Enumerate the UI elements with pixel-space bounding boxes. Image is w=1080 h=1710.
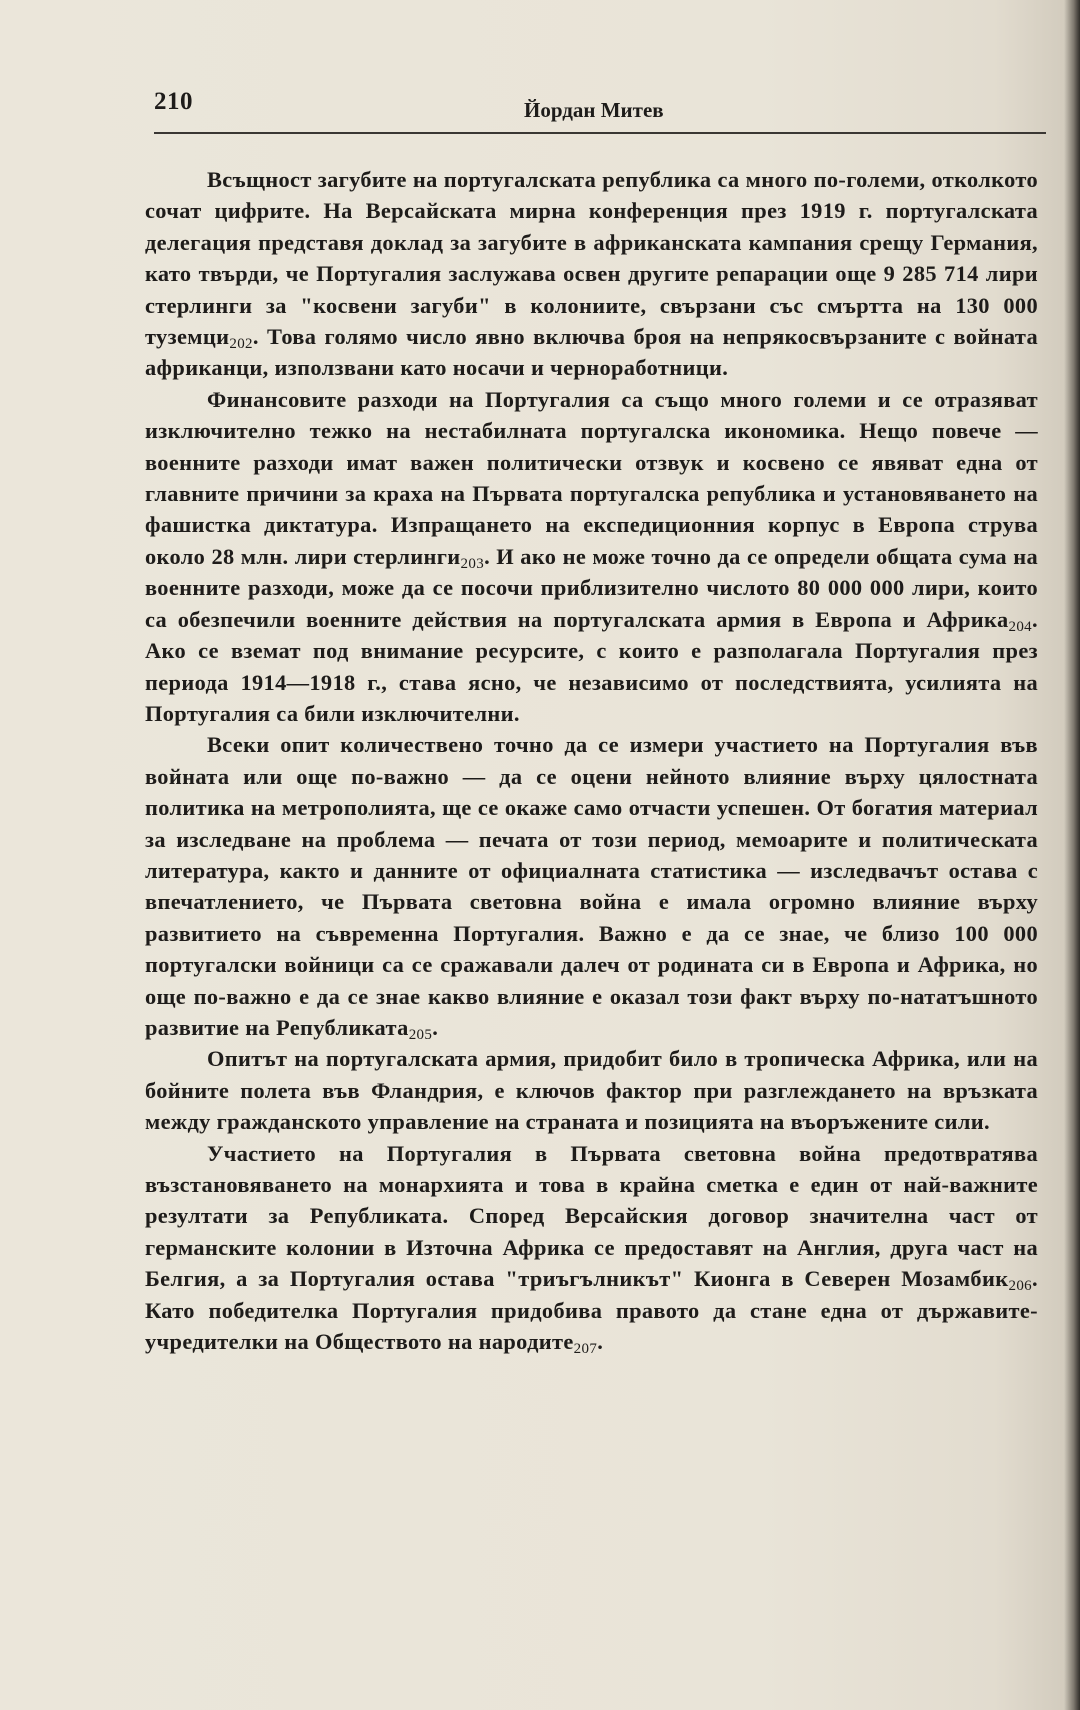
body-text [145,164,1038,1357]
text-segment: . [432,1014,439,1040]
running-head-author: Йордан Митев [524,98,664,122]
text-segment: Участието на Португалия в Първата световна война предотвратява възстановяването на монархията и това в крайна сметка е един от най-важните резултати за Републиката. Според Версайския договор значителна част от германските колонии в Източна Африка се предоставят на Англия, друга част на Белгия, а за Португалия остава "триъгълникът" Кионга в Северен Мозамбик [145,1140,1038,1292]
paragraph [145,1138,1038,1358]
paragraph [145,729,1038,1043]
page-number: 210 [154,88,193,115]
page-edge-shadow [1064,0,1080,1710]
paragraph [145,1043,1038,1137]
paragraph [145,164,1038,384]
text-segment: . Това голямо число явно включва броя на непрякосвързаните с войната африканци, използвани като носачи и чернoработници. [145,324,1038,381]
page-header [154,86,1046,134]
paragraph [145,384,1038,729]
text-segment: Опитът на португалската армия, придобит било в тропическа Африка, или на бойните полета във Фландрия, е ключов фактор при разглеждането на връзката между гражданското управление на страната и позицията на въоръжените сили. [145,1046,1038,1135]
text-segment: . И ако не може точно да се определи общата сума на военните разходи, може да се посочи приблизително числото 80 000 000 лири, които са обезпечили военните действия на португалската армия в Европа и Африка [145,543,1039,632]
text-segment: Финансовите разходи на Португалия са също много големи и се отразяват изключително тежко на нестабилната португалска икономика. Нещо повече — военните разходи имат важен политически отзвук и косвено се явяват една от главните причини за краха на Първата португалска република и установяването на фашистка диктатура. Изпращането на експедиционния корпус в Европа струва около 28 млн. лири стерлинги [145,386,1038,569]
text-segment: . Ако се вземат под внимание ресурсите, с които е разполагала Португалия през периода 1914—1918 г., става ясно, че независимо от последствията, усилията на Португалия са били изключителни. [145,606,1038,726]
text-segment: . [597,1329,604,1355]
footnote-marker: 207 [573,1340,598,1357]
footnote-marker: 203 [460,555,485,572]
text-segment: . Като победителка Португалия придобива правото да стане една от държавите-учредителки на Обществото на народите [145,1266,1038,1355]
footnote-marker: 205 [408,1026,433,1043]
footnote-marker: 202 [229,335,253,352]
text-segment: Всеки опит количествено точно да се измери участието на Португалия във войната или още по-важно — да се оцени нейното влияние върху цялостната политика на метрополията, ще се окаже само отчасти успешен. От богатия материал за изследване на проблема — печата от този период, мемоарите и политическата литература, както и данните от официалната статистика — изследвачът остава с впечатлението, че Първата световна война е имала огромно влияние върху развитието на съвременна Португалия. Важно е да се знае, че близо 100 000 португалски войници са се сражавали далеч от родината си в Европа и Африка, но още по-важно е да се знае какво влияние е оказал този факт върху по-нататъшното развитие на Републиката [145,732,1038,1040]
footnote-marker: 204 [1008,618,1033,635]
text-segment: Всъщност загубите на португалската република са много по-големи, отколкото сочат цифрите. На Версайската мирна конференция през 1919 г. португалската делегация представя доклад за загубите в африканската кампания срещу Германия, като твърди, че Португалия заслужава освен другите репарации още 9 285 714 лири стерлинги за "косвени загуби" в колониите, свързани със смъртта на 130 000 туземци [145,167,1038,350]
footnote-marker: 206 [1008,1277,1033,1294]
